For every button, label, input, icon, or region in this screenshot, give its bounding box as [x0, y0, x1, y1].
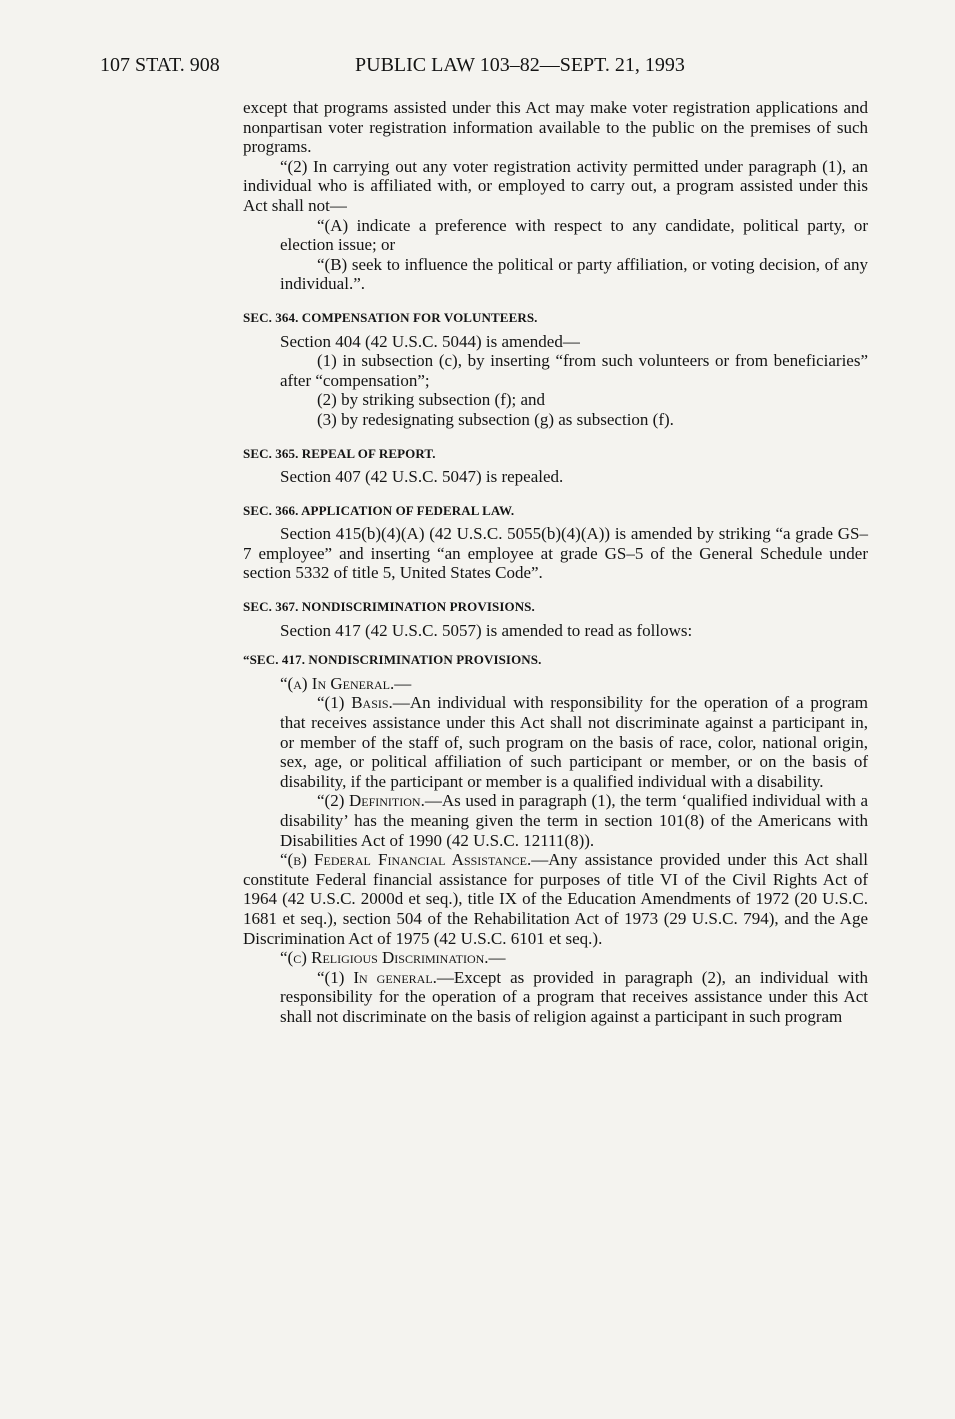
a2-heading: “(2) Definition.— [317, 791, 442, 811]
subparagraph-b: “(B) seek to influence the political or party affiliation, or voting decision, of any individual.”. [280, 254, 868, 294]
section-367-heading: SEC. 367. NONDISCRIMINATION PROVISIONS. [243, 599, 535, 615]
paragraph-2: “(2) In carrying out any voter registration activity permitted under paragraph (1), an individual who is affiliated with, or employed to carry out, a program assisted under this Act shall not— [243, 156, 868, 215]
b-heading: “(b) Federal Financial Assistance.— [280, 850, 549, 870]
section-365-text: Section 407 (42 U.S.C. 5047) is repealed. [280, 467, 564, 487]
subsection-a-2 [243, 791, 868, 850]
a1-heading: “(1) Basis.— [317, 693, 410, 713]
section-364-intro: Section 404 (42 U.S.C. 5044) is amended— [280, 331, 580, 351]
section-365-heading: SEC. 365. REPEAL OF REPORT. [243, 445, 436, 461]
subsection-a-title: “(a) In General.— [280, 673, 412, 693]
subsection-b [243, 850, 868, 948]
section-366-heading: SEC. 366. APPLICATION OF FEDERAL LAW. [243, 502, 515, 518]
page-header [100, 54, 870, 86]
section-364-heading: SEC. 364. COMPENSATION FOR VOLUNTEERS. [243, 309, 538, 325]
paragraph-continuation: except that programs assisted under this Act may make voter registration applications and nonpartisan voter registration information available to the public on the premises of such programs. [243, 98, 868, 157]
section-366-text: Section 415(b)(4)(A) (42 U.S.C. 5055(b)(4)(A)) is amended by striking “a grade GS–7 employee” and inserting “an employee at grade GS–5 of the General Schedule under section 5332 of title 5, United States Code”. [243, 524, 868, 583]
c1-heading: “(1) In general.— [317, 967, 454, 987]
subsection-a-1 [243, 693, 868, 791]
statute-citation: 107 STAT. 908 [100, 54, 220, 76]
public-law-title: PUBLIC LAW 103–82—SEPT. 21, 1993 [355, 54, 685, 76]
section-364-item-3: (3) by redesignating subsection (g) as subsection (f). [317, 409, 674, 429]
document-body [243, 98, 868, 1027]
subparagraph-a: “(A) indicate a preference with respect to any candidate, political party, or election issue; or [280, 215, 868, 255]
section-367-text: Section 417 (42 U.S.C. 5057) is amended to read as follows: [280, 620, 693, 640]
section-364-item-1: (1) in subsection (c), by inserting “from such volunteers or from beneficiaries” after “compensation”; [280, 351, 868, 390]
subsection-a-heading [243, 674, 868, 694]
subsection-c-1 [243, 968, 868, 1027]
c1-text: Except as provided in paragraph (2), an individual with responsibility for the operation of a program that receives assistance under this Act shall not discriminate on the basis of religion against a participant in such program [280, 967, 869, 1026]
b-text: Any assistance provided under this Act shall constitute Federal financial assistance for purposes of title VI of the Civil Rights Act of 1964 (42 U.S.C. 2000d et seq.), title IX of the Education Amendments of 1972 (20 U.S.C. 1681 et seq.), section 504 of the Rehabilitation Act of 1973 (29 U.S.C. 794), and the Age Discrimination Act of 1975 (42 U.S.C. 6101 et seq.). [243, 850, 868, 948]
a1-text: An individual with responsibility for the operation of a program that receives assistance under this Act shall not discriminate against a participant in, or member of the staff of, such program on the basis of race, color, national origin, sex, age, or political affiliation of such participant or member, or on the basis of disability, if the participant or member is a qualified individual with a disability. [280, 693, 868, 791]
c-heading: “(c) Religious Discrimination.— [280, 948, 506, 968]
subsection-c-heading [243, 948, 868, 968]
section-417-heading: “SEC. 417. NONDISCRIMINATION PROVISIONS. [243, 652, 542, 668]
a2-text: As used in paragraph (1), the term ‘qualified individual with a disability’ has the meaning given the term in section 101(8) of the Americans with Disabilities Act of 1990 (42 U.S.C. 12111(8)). [280, 791, 868, 850]
section-364-item-2: (2) by striking subsection (f); and [317, 390, 546, 410]
